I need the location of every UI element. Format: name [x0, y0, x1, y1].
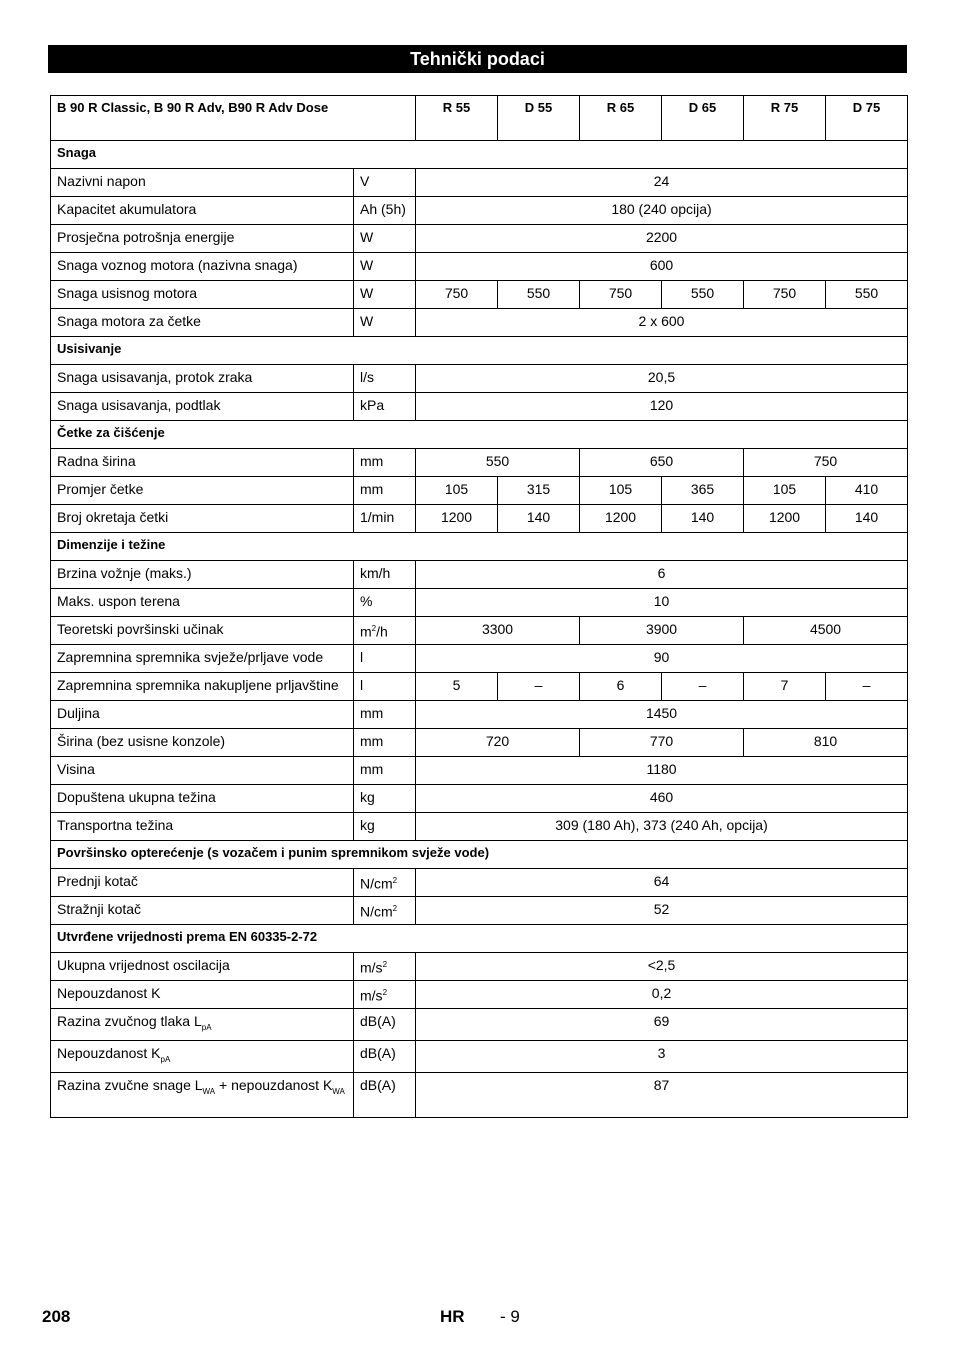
section-header-row	[51, 925, 908, 953]
row-label: Teoretski površinski učinak	[51, 617, 354, 645]
variant-header: D 75	[826, 96, 908, 141]
row-label: Snaga usisavanja, protok zraka	[51, 365, 354, 393]
row-unit: W	[354, 309, 416, 337]
table-row	[51, 785, 908, 813]
row-label: Promjer četke	[51, 477, 354, 505]
table-row	[51, 589, 908, 617]
row-value: 140	[498, 505, 580, 533]
label-text: Razina zvučnog tlaka L	[57, 1013, 202, 1029]
row-value: 650	[580, 449, 744, 477]
row-label: Snaga motora za četke	[51, 309, 354, 337]
table-row	[51, 757, 908, 785]
row-value: 3	[416, 1040, 908, 1072]
row-label: Transportna težina	[51, 813, 354, 841]
row-value: –	[826, 673, 908, 701]
table-row	[51, 869, 908, 897]
label-subscript: pA	[160, 1054, 171, 1064]
row-unit: mm	[354, 449, 416, 477]
row-label: Nazivni napon	[51, 169, 354, 197]
unit-superscript: 2	[382, 960, 388, 969]
row-value: 1200	[744, 505, 826, 533]
variant-header: R 55	[416, 96, 498, 141]
row-value: 64	[416, 869, 908, 897]
table-row	[51, 253, 908, 281]
row-label: Širina (bez usisne konzole)	[51, 729, 354, 757]
row-unit: 1/min	[354, 505, 416, 533]
row-label: Dopuštena ukupna težina	[51, 785, 354, 813]
row-value: 550	[498, 281, 580, 309]
table-row	[51, 169, 908, 197]
unit-superscript: 2	[382, 988, 388, 997]
row-unit: dB(A)	[354, 1072, 416, 1117]
table-row	[51, 813, 908, 841]
row-label: Brzina vožnje (maks.)	[51, 561, 354, 589]
row-value: 20,5	[416, 365, 908, 393]
unit-text: N/cm	[360, 903, 393, 920]
row-label: Radna širina	[51, 449, 354, 477]
row-value: 550	[662, 281, 744, 309]
section-header-row	[51, 533, 908, 561]
row-value: 750	[416, 281, 498, 309]
row-unit: dB(A)	[354, 1040, 416, 1072]
section-title: Snaga	[51, 141, 908, 169]
row-label: Snaga usisavanja, podtlak	[51, 393, 354, 421]
row-unit	[354, 897, 416, 925]
unit-superscript: 2	[392, 904, 398, 913]
row-value: 1200	[580, 505, 662, 533]
model-name: B 90 R Classic, B 90 R Adv, B90 R Adv Dose	[51, 96, 416, 141]
row-unit: mm	[354, 757, 416, 785]
row-value: 720	[416, 729, 580, 757]
table-row	[51, 953, 908, 981]
row-unit: W	[354, 281, 416, 309]
row-value: 4500	[744, 617, 908, 645]
variant-header: D 55	[498, 96, 580, 141]
row-value: 120	[416, 393, 908, 421]
row-value: 5	[416, 673, 498, 701]
table-row	[51, 561, 908, 589]
unit-text: m/s	[360, 959, 383, 976]
row-value: –	[662, 673, 744, 701]
row-value: 410	[826, 477, 908, 505]
row-value: 87	[416, 1072, 908, 1117]
row-value: 140	[662, 505, 744, 533]
label-text: Razina zvučne snage L	[57, 1076, 203, 1093]
variant-header: D 65	[662, 96, 744, 141]
row-unit: mm	[354, 729, 416, 757]
page-number: 208	[42, 1307, 71, 1326]
row-label: Duljina	[51, 701, 354, 729]
row-value: 6	[580, 673, 662, 701]
row-unit: l	[354, 645, 416, 673]
section-header-row	[51, 337, 908, 365]
row-label	[51, 1040, 354, 1072]
section-page: - 9	[500, 1307, 520, 1326]
table-row	[51, 1072, 908, 1117]
row-value: 810	[744, 729, 908, 757]
unit-superscript: 2	[371, 624, 377, 633]
row-label: Broj okretaja četki	[51, 505, 354, 533]
row-label: Zapremnina spremnika nakupljene prljavštine	[51, 673, 354, 701]
row-value: 3900	[580, 617, 744, 645]
table-row	[51, 281, 908, 309]
unit-superscript: 2	[392, 876, 398, 885]
row-value: 1450	[416, 701, 908, 729]
row-value: 52	[416, 897, 908, 925]
row-value: 550	[826, 281, 908, 309]
row-label	[51, 1072, 354, 1117]
row-unit: dB(A)	[354, 1009, 416, 1041]
row-unit: Ah (5h)	[354, 197, 416, 225]
row-value: 2 x 600	[416, 309, 908, 337]
table-row	[51, 449, 908, 477]
row-unit: %	[354, 589, 416, 617]
row-unit	[354, 869, 416, 897]
section-title: Četke za čišćenje	[51, 421, 908, 449]
table-row	[51, 1009, 908, 1041]
row-label: Zapremnina spremnika svježe/prljave vode	[51, 645, 354, 673]
variant-header: R 65	[580, 96, 662, 141]
row-value: 315	[498, 477, 580, 505]
row-value: 24	[416, 169, 908, 197]
section-header-row	[51, 421, 908, 449]
row-unit: l/s	[354, 365, 416, 393]
unit-text: m	[360, 623, 372, 640]
table-row	[51, 225, 908, 253]
row-unit: km/h	[354, 561, 416, 589]
language-code: HR	[440, 1307, 465, 1326]
row-unit: kPa	[354, 393, 416, 421]
row-label: Snaga usisnog motora	[51, 281, 354, 309]
row-value: 69	[416, 1009, 908, 1041]
row-unit	[354, 617, 416, 645]
row-label	[51, 1009, 354, 1041]
row-unit: kg	[354, 813, 416, 841]
row-unit: W	[354, 225, 416, 253]
row-value: 2200	[416, 225, 908, 253]
table-row	[51, 393, 908, 421]
row-unit: mm	[354, 477, 416, 505]
row-label: Visina	[51, 757, 354, 785]
row-label: Ukupna vrijednost oscilacija	[51, 953, 354, 981]
label-subscript: WA	[332, 1086, 345, 1096]
section-title: Površinsko opterećenje (s vozačem i punim spremnikom svježe vode)	[51, 841, 908, 869]
row-value: 105	[580, 477, 662, 505]
row-unit	[354, 953, 416, 981]
row-label: Maks. uspon terena	[51, 589, 354, 617]
row-value: 600	[416, 253, 908, 281]
section-header-row	[51, 841, 908, 869]
row-value: 770	[580, 729, 744, 757]
row-value: 1180	[416, 757, 908, 785]
label-subscript: WA	[202, 1086, 216, 1096]
row-unit	[354, 981, 416, 1009]
row-value: 7	[744, 673, 826, 701]
row-value: 0,2	[416, 981, 908, 1009]
row-value: 750	[744, 449, 908, 477]
section-title: Usisivanje	[51, 337, 908, 365]
row-label: Kapacitet akumulatora	[51, 197, 354, 225]
row-unit: mm	[354, 701, 416, 729]
row-value: 1200	[416, 505, 498, 533]
table-row	[51, 645, 908, 673]
table-row	[51, 365, 908, 393]
label-subscript: pA	[201, 1022, 212, 1032]
row-label: Prednji kotač	[51, 869, 354, 897]
variant-header: R 75	[744, 96, 826, 141]
section-header-row	[51, 141, 908, 169]
section-title: Utvrđene vrijednosti prema EN 60335-2-72	[51, 925, 908, 953]
row-value: 105	[744, 477, 826, 505]
row-value: 90	[416, 645, 908, 673]
section-title: Dimenzije i težine	[51, 533, 908, 561]
table-row	[51, 505, 908, 533]
row-label: Prosječna potrošnja energije	[51, 225, 354, 253]
table-row	[51, 197, 908, 225]
row-value: 6	[416, 561, 908, 589]
row-value: 3300	[416, 617, 580, 645]
row-value: 140	[826, 505, 908, 533]
row-value: 750	[580, 281, 662, 309]
row-value: 750	[744, 281, 826, 309]
row-value: 460	[416, 785, 908, 813]
row-value: 10	[416, 589, 908, 617]
table-header-row	[51, 96, 908, 141]
unit-text: N/cm	[360, 875, 393, 892]
unit-text: m/s	[360, 987, 383, 1004]
row-unit: l	[354, 673, 416, 701]
table-row	[51, 309, 908, 337]
row-value: 180 (240 opcija)	[416, 197, 908, 225]
table-row	[51, 673, 908, 701]
row-label: Nepouzdanost K	[51, 981, 354, 1009]
row-value: 365	[662, 477, 744, 505]
row-unit: V	[354, 169, 416, 197]
table-row	[51, 617, 908, 645]
page-title: Tehnički podaci	[48, 45, 907, 73]
table-row	[51, 1040, 908, 1072]
table-row	[51, 701, 908, 729]
row-value: <2,5	[416, 953, 908, 981]
table-row	[51, 897, 908, 925]
row-unit: W	[354, 253, 416, 281]
table-row	[51, 729, 908, 757]
row-label: Stražnji kotač	[51, 897, 354, 925]
table-row	[51, 981, 908, 1009]
row-label: Snaga voznog motora (nazivna snaga)	[51, 253, 354, 281]
unit-text-rest: /h	[376, 623, 388, 640]
technical-data-table	[50, 95, 908, 1118]
row-value: 309 (180 Ah), 373 (240 Ah, opcija)	[416, 813, 908, 841]
row-unit: kg	[354, 785, 416, 813]
row-value: 550	[416, 449, 580, 477]
label-text-rest: + nepouzdanost K	[215, 1076, 333, 1093]
label-text: Nepouzdanost K	[57, 1044, 161, 1061]
row-value: –	[498, 673, 580, 701]
row-value: 105	[416, 477, 498, 505]
table-row	[51, 477, 908, 505]
